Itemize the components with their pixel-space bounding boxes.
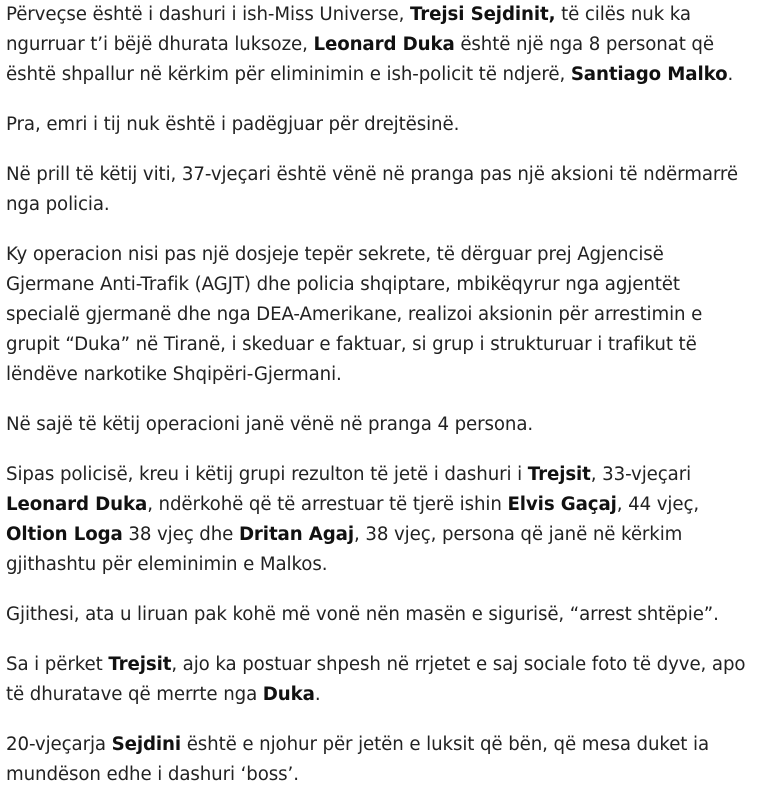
paragraph-4: Ky operacion nisi pas një dosjeje tepër sekrete, të dërguar prej Agjencisë Gjermane Anti-Trafik (AGJT) dhe policia shqiptare, mbikëqyrur nga agjentët specialë gjermanë dhe nga DEA-Amerikane, realizoi aksionin për arrestimin e grupit “Duka” në Tiranë, i skeduar e faktuar, si grup i strukturuar i trafikut të lëndëve narkotike Shqipëri-Gjermani.: [6, 244, 703, 385]
name-trejsit: Trejsit: [108, 654, 172, 675]
text: , 44 vjeç,: [616, 494, 700, 515]
text: është një nga 8 personat që është shpallur në kërkim për eliminimin e ish-policit të ndjerë,: [6, 34, 714, 85]
name-sejdini: Sejdini: [111, 734, 182, 755]
name-dritan-agaj: Dritan Agaj: [238, 524, 354, 545]
paragraph-8: [6, 650, 754, 710]
name-duka: Duka: [262, 684, 315, 705]
text: , 38 vjeç, persona që janë në kërkim gjithashtu për eleminimin e Malkos.: [6, 524, 683, 575]
text: të cilës nuk ka ngurruar t’i bëjë dhurata luksoze,: [6, 4, 691, 55]
text: 20-vjeçarja: [6, 734, 112, 755]
name-trejsi-sejdinit: Trejsi Sejdinit,: [409, 4, 556, 25]
paragraph-9: [6, 730, 754, 790]
text: është e njohur për jetën e luksit që bën, që mesa duket ia mundëson edhe i dashuri ‘boss’.: [6, 734, 710, 785]
paragraph-3: Në prill të këtij viti, 37-vjeçari është vënë në pranga pas një aksioni të ndërmarrë nga policia.: [6, 164, 738, 215]
text: 38 vjeç dhe: [122, 524, 239, 545]
name-leonard-duka: Leonard Duka: [313, 34, 455, 55]
paragraph-1: [6, 0, 754, 90]
paragraph-6: [6, 460, 754, 580]
name-leonard-duka: Leonard Duka: [6, 494, 148, 515]
name-elvis-gacaj: Elvis Gaçaj: [507, 494, 617, 515]
paragraph-7: Gjithesi, ata u liruan pak kohë më vonë nën masën e sigurisë, “arrest shtëpie”.: [6, 604, 719, 625]
text: , ajo ka postuar shpesh në rrjetet e saj sociale foto të dyve, apo të dhuratave që merrte nga: [6, 654, 746, 705]
name-santiago-malko: Santiago Malko: [570, 64, 728, 85]
text: Përveçse është i dashuri i ish-Miss Universe,: [6, 4, 410, 25]
name-oltion-loga: Oltion Loga: [6, 524, 123, 545]
name-trejsit: Trejsit: [527, 464, 591, 485]
article-body: [6, 0, 754, 810]
text: .: [314, 684, 321, 705]
paragraph-2: Pra, emri i tij nuk është i padëgjuar për drejtësinë.: [6, 114, 460, 135]
text: Sa i përket: [6, 654, 109, 675]
text: , ndërkohë që të arrestuar të tjerë ishin: [147, 494, 508, 515]
paragraph-5: Në sajë të këtij operacioni janë vënë në pranga 4 persona.: [6, 414, 534, 435]
text: , 33-vjeçari: [590, 464, 692, 485]
text: .: [727, 64, 734, 85]
text: Sipas policisë, kreu i këtij grupi rezulton të jetë i dashuri i: [6, 464, 528, 485]
